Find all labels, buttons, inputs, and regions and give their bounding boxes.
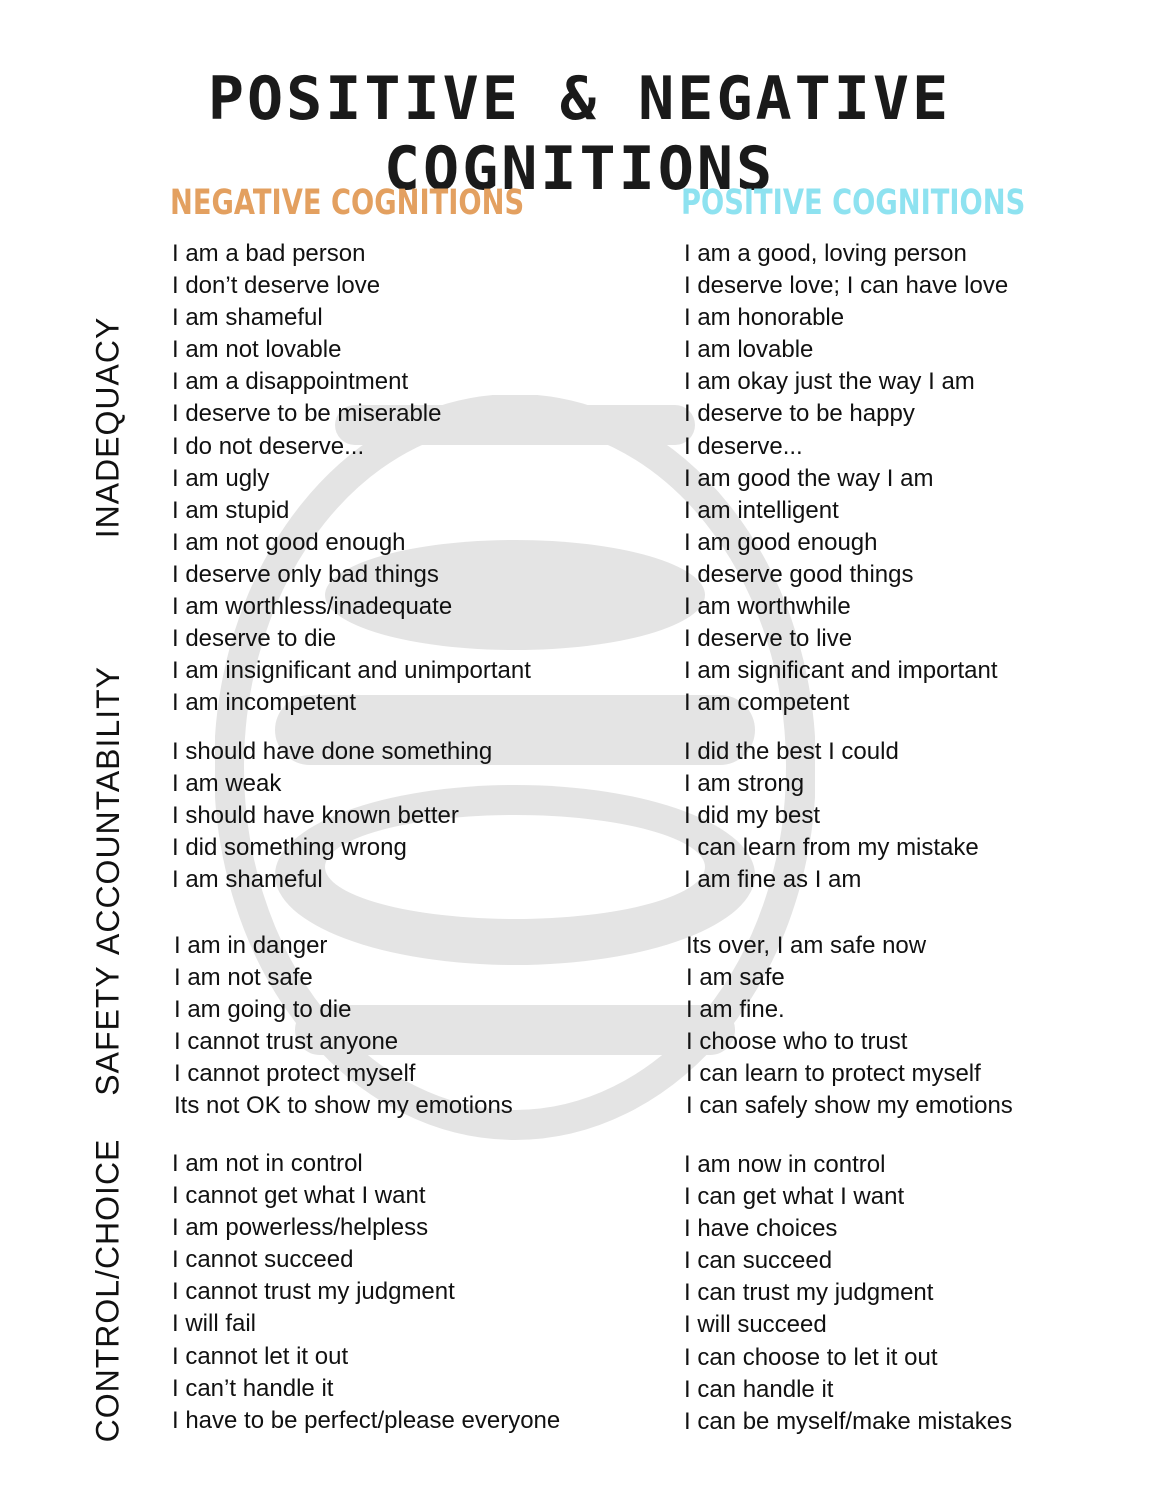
page-title: POSITIVE & NEGATIVE COGNITIONS [207, 64, 952, 204]
negative-cognition: I deserve to die [172, 625, 337, 653]
positive-cognition: I am significant and important [684, 657, 998, 685]
positive-cognition: I deserve love; I can have love [684, 272, 1009, 300]
negative-cognition: I am powerless/helpless [172, 1214, 429, 1242]
negative-cognition: I am in danger [174, 932, 328, 959]
safety-negative-list [174, 930, 513, 1123]
inadequacy-negative-list [172, 238, 531, 719]
positive-cognition: I deserve good things [684, 560, 914, 588]
positive-cognition: I can safely show my emotions [686, 1092, 1013, 1120]
positive-cognition: I am good enough [684, 528, 878, 556]
negative-cognition: I deserve to be miserable [172, 400, 442, 428]
negative-cognition: I should have done something [172, 738, 493, 765]
positive-cognition: I have choices [684, 1215, 838, 1243]
positive-cognition: I did the best I could [684, 738, 899, 765]
inadequacy-positive-list [684, 238, 1008, 719]
positive-cognition: I did my best [684, 802, 821, 830]
accountability-positive-list [684, 736, 979, 896]
positive-cognition: I deserve... [684, 432, 803, 460]
negative-cognition: I am a bad person [172, 240, 366, 267]
negative-cognition: I am not lovable [172, 336, 342, 364]
negative-cognition: I cannot let it out [172, 1342, 349, 1370]
positive-cognition: I am now in control [684, 1151, 886, 1178]
positive-cognition: I deserve to live [684, 625, 853, 653]
section-label-safety [79, 964, 137, 1096]
negative-column-heading: NEGATIVE COGNITIONS [170, 183, 525, 223]
negative-cognition: I don’t deserve love [172, 272, 381, 300]
positive-cognition: I am honorable [684, 304, 845, 332]
positive-cognition: I can handle it [684, 1375, 834, 1403]
negative-cognition: I cannot succeed [172, 1246, 354, 1274]
negative-cognition: I am shameful [172, 866, 323, 894]
positive-cognition: I choose who to trust [686, 1028, 908, 1056]
positive-cognition: I can learn from my mistake [684, 834, 979, 862]
positive-cognition: I deserve to be happy [684, 400, 915, 428]
negative-cognition: I should have known better [172, 802, 459, 830]
positive-cognition: I can learn to protect myself [686, 1060, 981, 1088]
negative-cognition: I will fail [172, 1310, 257, 1338]
negative-cognition: I am worthless/inadequate [172, 593, 453, 621]
positive-cognition: I can be myself/make mistakes [684, 1407, 1013, 1435]
positive-cognition: I am intelligent [684, 496, 839, 524]
negative-cognition: I am shameful [172, 304, 323, 332]
negative-cognition: I can’t handle it [172, 1374, 334, 1402]
safety-positive-list [686, 930, 1013, 1123]
negative-cognition: I cannot protect myself [174, 1060, 416, 1088]
positive-column-heading: POSITIVE COGNITIONS [681, 183, 1026, 223]
negative-cognition: I am stupid [172, 496, 290, 524]
positive-cognition: I will succeed [684, 1311, 827, 1339]
control-choice-negative-list [172, 1148, 560, 1437]
positive-cognition: I am fine as I am [684, 866, 862, 894]
positive-cognition: I can get what I want [684, 1183, 905, 1211]
negative-cognition: I have to be perfect/please everyone [172, 1406, 561, 1434]
negative-cognition: I cannot get what I want [172, 1182, 426, 1210]
positive-cognition: Its over, I am safe now [686, 932, 927, 959]
negative-cognition: I am weak [172, 770, 282, 798]
positive-cognition: I am lovable [684, 336, 814, 364]
negative-cognition: I am going to die [174, 996, 352, 1024]
positive-cognition: I am strong [684, 770, 805, 798]
section-label-text: SAFETY [89, 964, 126, 1096]
positive-cognition: I am worthwhile [684, 593, 851, 621]
negative-cognition: I am insignificant and unimportant [172, 657, 531, 685]
positive-cognition: I am safe [686, 964, 785, 992]
control-choice-positive-list [684, 1149, 1012, 1438]
accountability-negative-list [172, 736, 492, 896]
section-label-text: INADEQUACY [89, 316, 126, 539]
negative-cognition: I am not in control [172, 1150, 363, 1177]
positive-cognition: I can trust my judgment [684, 1279, 934, 1307]
positive-cognition: I am okay just the way I am [684, 368, 975, 396]
positive-cognition: I am fine. [686, 996, 785, 1024]
positive-cognition: I am competent [684, 689, 850, 717]
section-label-text: CONTROL/CHOICE [89, 1138, 126, 1442]
negative-cognition: I am incompetent [172, 689, 357, 717]
negative-cognition: I do not deserve... [172, 432, 365, 460]
section-label-control-choice [79, 1138, 137, 1442]
negative-cognition: I am a disappointment [172, 368, 409, 396]
positive-cognition: I am a good, loving person [684, 240, 967, 267]
section-label-inadequacy [79, 316, 137, 539]
negative-cognition: Its not OK to show my emotions [174, 1092, 513, 1120]
section-label-text: ACCOUNTABILITY [89, 665, 126, 955]
positive-cognition: I can choose to let it out [684, 1343, 938, 1371]
positive-cognition: I am good the way I am [684, 464, 934, 492]
negative-cognition: I did something wrong [172, 834, 407, 862]
negative-cognition: I cannot trust my judgment [172, 1278, 455, 1306]
negative-cognition: I am ugly [172, 464, 270, 492]
negative-cognition: I cannot trust anyone [174, 1028, 399, 1056]
negative-cognition: I deserve only bad things [172, 560, 439, 588]
section-label-accountability [79, 665, 137, 955]
negative-cognition: I am not safe [174, 964, 313, 992]
positive-cognition: I can succeed [684, 1247, 833, 1275]
negative-cognition: I am not good enough [172, 528, 406, 556]
